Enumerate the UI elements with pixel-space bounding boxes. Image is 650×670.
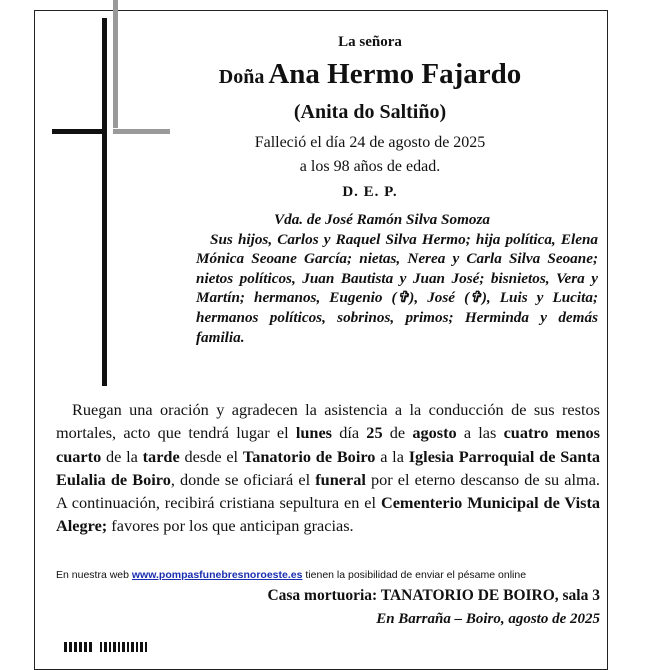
nickname: (Anita do Saltiño) (293, 101, 447, 123)
qr-code-icon (100, 642, 148, 652)
deceased-name (190, 58, 550, 91)
salutation: La señora (338, 34, 402, 50)
family-block (196, 210, 598, 347)
website-link[interactable]: www.pompasfunebresnoroeste.es (131, 569, 303, 581)
name-main: Ana Hermo Fajardo (268, 58, 522, 90)
name-prefix: Doña (218, 66, 265, 88)
age: a los 98 años de edad. (299, 158, 441, 175)
place-date: En Barraña – Boiro, agosto de 2025 (376, 611, 600, 627)
rip: D. E. P. (342, 184, 398, 200)
web-note: En nuestra web www.pompasfunebresnoroeste.es tienen la posibilidad de enviar el pésame online (56, 569, 527, 581)
relatives-text: Sus hijos, Carlos y Raquel Silva Hermo; hija política, Elena Mónica Seoane García; nietas, Nerea y Carla Silva Seoane; nietos políticos, Juan Bautista y Juan José; bisnietos, Vera y Martín; hermanos, Eugenio (✞), José (✞), Luis y Lucita; hermanos políticos, sobrinos, primos; Herminda y demás familia. (196, 230, 598, 346)
ceremony-text: Ruegan una oración y agradecen la asistencia a la conducción de sus restos mortales, acto que tendrá lugar el lunes día 25 de agosto a las cuatro menos cuarto de la tarde desde el Tanatorio de Boiro a la Iglesia Parroquial de Santa Eulalia de Boiro, donde se oficiará el funeral por el eterno descanso de su alma. A continuación, recibirá cristiana sepultura en el Cementerio Municipal de Vista Alegre; favores por los que anticipan gracias. (56, 400, 601, 536)
death-date: Falleció el día 24 de agosto de 2025 (254, 134, 486, 151)
widow-line: Vda. de José Ramón Silva Somoza (273, 211, 491, 228)
qr-code-icon (64, 642, 94, 652)
mortuary-info: Casa mortuoria: TANATORIO DE BOIRO, sala 3 (267, 587, 600, 604)
